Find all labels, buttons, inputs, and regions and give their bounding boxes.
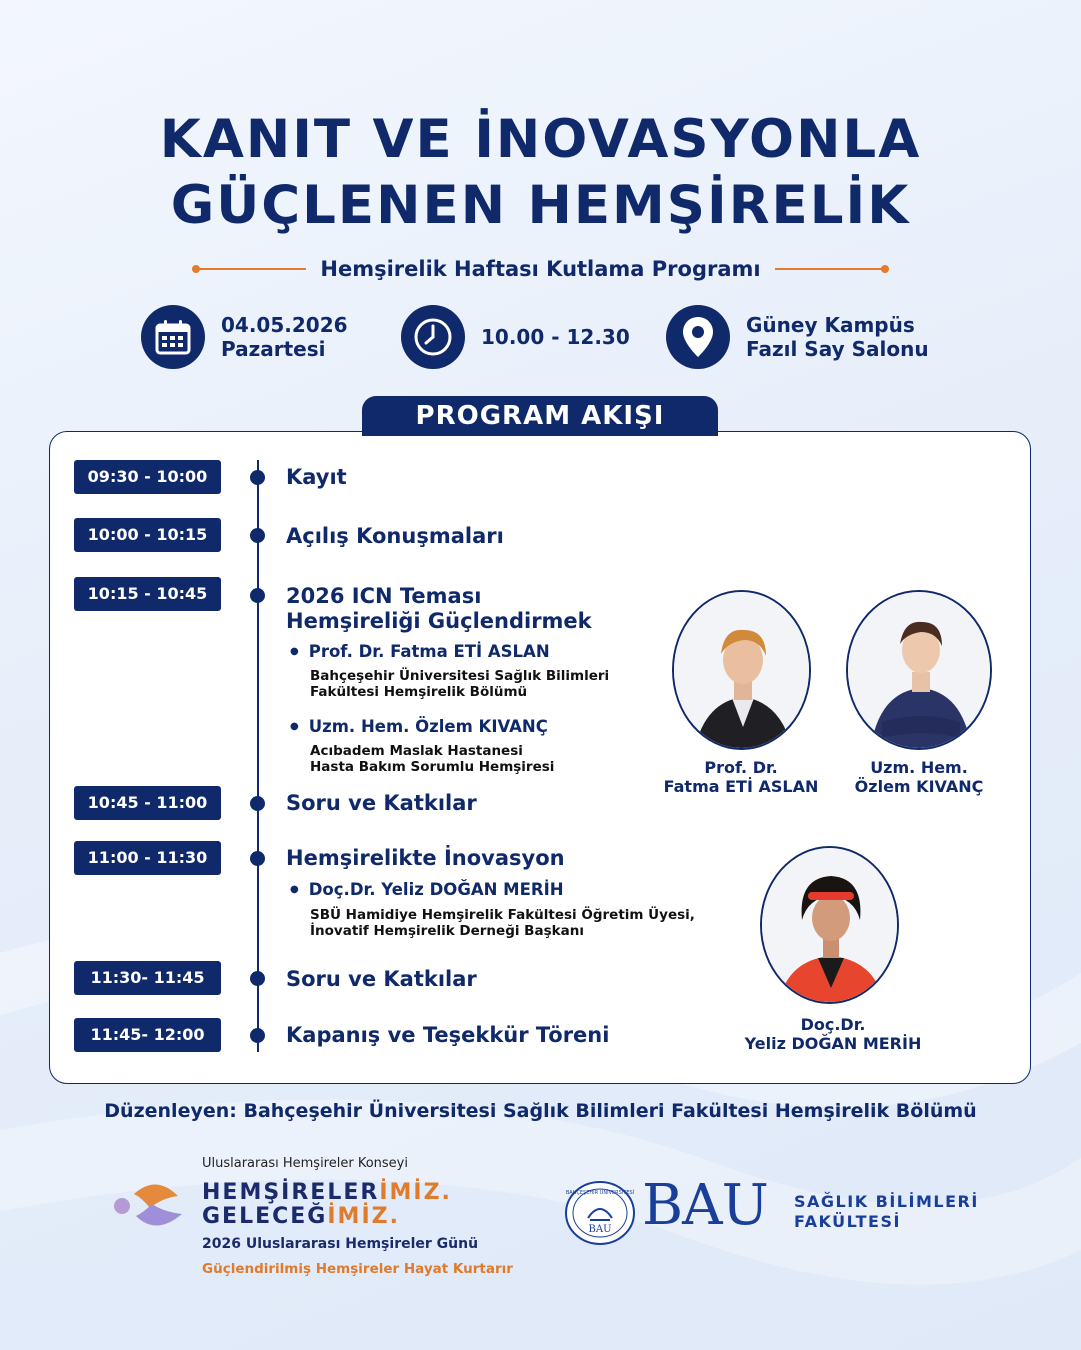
time-slot: 10:45 - 11:00: [74, 786, 221, 820]
timeline-dot: [250, 528, 265, 543]
speaker-photo-aslan: [672, 590, 811, 750]
time-slot: 09:30 - 10:00: [74, 460, 221, 494]
speaker-affiliation: SBÜ Hamidiye Hemşirelik Fakültesi Öğretim Üyesi,: [310, 907, 695, 923]
timeline-dot: [250, 588, 265, 603]
speaker-photo-merih: [760, 846, 899, 1004]
event-date: 04.05.2026: [221, 313, 348, 337]
calendar-icon: [141, 305, 205, 369]
svg-text:BAU: BAU: [588, 1224, 612, 1235]
timeline-dot: [250, 851, 265, 866]
program-item-title: Soru ve Katkılar: [286, 967, 477, 991]
bau-wordmark: BAU: [642, 1173, 768, 1238]
subtitle: Hemşirelik Haftası Kutlama Programı: [320, 257, 761, 281]
timeline-line: [257, 460, 259, 1052]
icn-tagline: Güçlendirilmiş Hemşireler Hayat Kurtarır: [202, 1261, 513, 1277]
program-item-title: Soru ve Katkılar: [286, 791, 477, 815]
program-item-title: Kapanış ve Teşekkür Töreni: [286, 1023, 610, 1047]
speaker-photo-kivanc: [846, 590, 992, 750]
program-item-title-line2: Hemşireliği Güçlendirmek: [286, 609, 592, 633]
photo-caption-merih: Doç.Dr. Yeliz DOĞAN MERİH: [744, 1015, 922, 1053]
speaker-affiliation: İnovatif Hemşirelik Derneği Başkanı: [310, 923, 584, 939]
time-slot: 11:30- 11:45: [74, 961, 221, 995]
icn-slogan-line1: HEMŞİRELERİMİZ.: [202, 1180, 452, 1205]
icn-council-label: Uluslararası Hemşireler Konseyi: [202, 1156, 408, 1171]
timeline-dot: [250, 796, 265, 811]
program-item-title: Hemşirelikte İnovasyon: [286, 846, 565, 870]
time-slot: 10:00 - 10:15: [74, 518, 221, 552]
location-info: [666, 306, 929, 368]
bau-faculty-line1: SAĞLIK BİLİMLERİ: [794, 1192, 979, 1211]
speaker-affiliation: Acıbadem Maslak Hastanesi: [310, 743, 523, 759]
timeline-dot: [250, 470, 265, 485]
time-info: [401, 306, 630, 368]
speaker-name: ● Doç.Dr. Yeliz DOĞAN MERİH: [290, 880, 564, 899]
photo-caption-aslan: Prof. Dr. Fatma ETİ ASLAN: [663, 758, 819, 796]
decorative-line-left: [196, 268, 306, 270]
time-slot: 11:00 - 11:30: [74, 841, 221, 875]
clock-icon: [401, 305, 465, 369]
program-heading: PROGRAM AKIŞI: [362, 396, 718, 436]
photo-caption-kivanc: Uzm. Hem. Özlem KIVANÇ: [854, 758, 984, 796]
event-time: 10.00 - 12.30: [481, 325, 630, 349]
main-title-line1: KANIT VE İNOVASYONLA: [159, 109, 922, 170]
svg-text:BAHÇEŞEHİR ÜNİVERSİTESİ: BAHÇEŞEHİR ÜNİVERSİTESİ: [565, 1190, 635, 1196]
timeline-dot: [250, 1028, 265, 1043]
icn-slogan-line2: GELECEĞİMİZ.: [202, 1204, 400, 1229]
bau-seal-icon: [564, 1180, 636, 1246]
program-item-title: Açılış Konuşmaları: [286, 524, 504, 548]
decorative-line-right: [775, 268, 885, 270]
organizer-text: Düzenleyen: Bahçeşehir Üniversitesi Sağlık Bilimleri Fakültesi Hemşirelik Bölümü: [104, 1100, 977, 1122]
program-item-title: Kayıt: [286, 465, 347, 489]
speaker-affiliation: Hasta Bakım Sorumlu Hemşiresi: [310, 759, 555, 775]
speaker-name: ● Uzm. Hem. Özlem KIVANÇ: [290, 717, 548, 736]
main-title-line2: GÜÇLENEN HEMŞİRELİK: [170, 175, 911, 236]
icn-logo-icon: [112, 1172, 188, 1238]
speaker-affiliation: Bahçeşehir Üniversitesi Sağlık Bilimleri: [310, 668, 610, 684]
time-slot: 11:45- 12:00: [74, 1018, 221, 1052]
location-line2: Fazıl Say Salonu: [746, 337, 929, 361]
event-day: Pazartesi: [221, 337, 326, 361]
date-info: [141, 306, 348, 368]
subtitle-row: [0, 252, 1081, 286]
bau-faculty-line2: FAKÜLTESİ: [794, 1212, 901, 1231]
speaker-name: ● Prof. Dr. Fatma ETİ ASLAN: [290, 642, 550, 661]
location-pin-icon: [666, 305, 730, 369]
location-line1: Güney Kampüs: [746, 313, 915, 337]
timeline-dot: [250, 971, 265, 986]
speaker-affiliation: Fakültesi Hemşirelik Bölümü: [310, 684, 528, 700]
time-slot: 10:15 - 10:45: [74, 577, 221, 611]
icn-day-label: 2026 Uluslararası Hemşireler Günü: [202, 1236, 479, 1252]
program-item-title: 2026 ICN Teması: [286, 584, 482, 608]
